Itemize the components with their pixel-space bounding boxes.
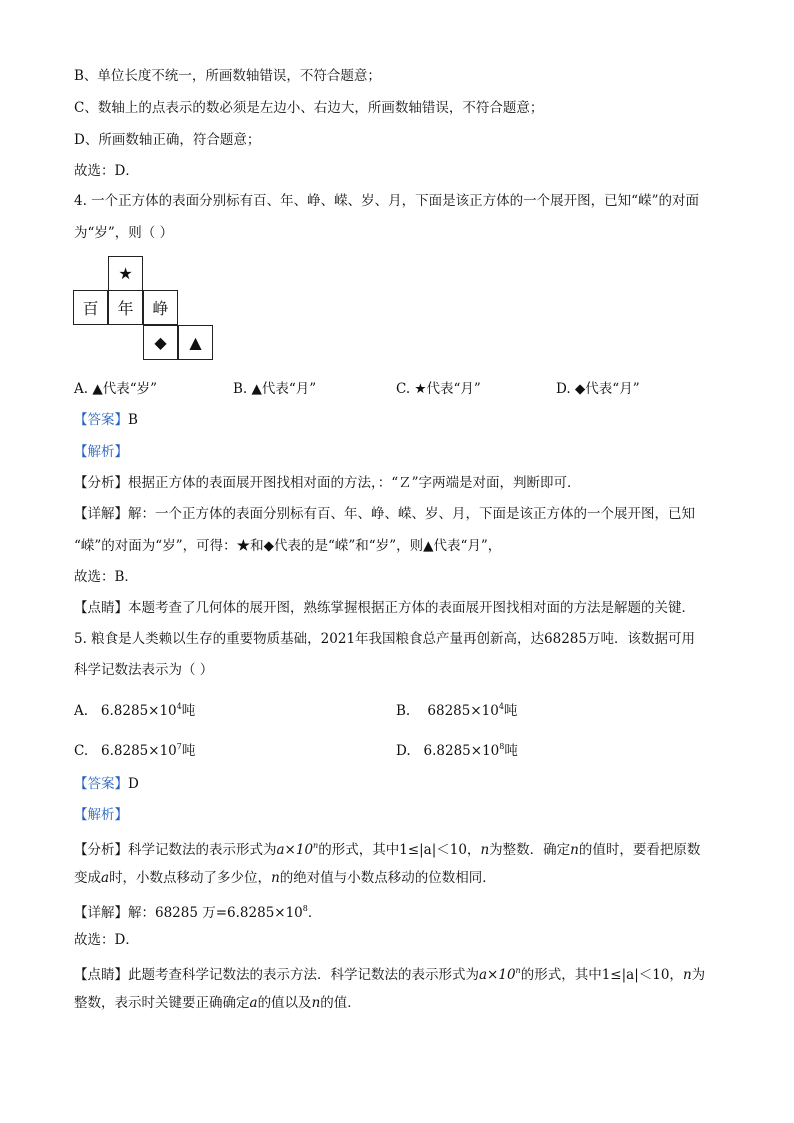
option-a: A. ▲代表“岁”: [74, 381, 158, 397]
option-c: C. ★代表“月”: [396, 381, 481, 397]
option-c: C. $6.8285\times 10^7$吨: [74, 742, 196, 759]
net-cell-triangle: ▲: [178, 325, 213, 360]
xiangjie-line-2: “嵘”的对面为“岁”，可得：★和◆代表的是“嵘”和“岁”，则▲代表“月”，: [74, 538, 502, 554]
question-stem: 4. 一个正方体的表面分别标有百、年、峥、嵘、岁、月，下面是该正方体的一个展开图，已知“嵘”的对面: [74, 193, 699, 209]
text-line: C、数轴上的点表示的数必须是左边小、右边大，所画数轴错误，不符合题意；: [74, 100, 544, 116]
net-cell-diamond: ◆: [143, 325, 178, 360]
fenxi-line: 【分析】科学记数法的表示形式为$a\times 10^n$的形式，其中1≤|a|＜10，n为整数．确定n的值时，要看把原数: [74, 841, 701, 858]
analysis-line: [74, 443, 128, 461]
answer-tag: 【答案】: [74, 776, 128, 792]
answer-value: D: [128, 776, 139, 792]
text-line: 故选：D．: [74, 163, 139, 179]
text-line: D、所画数轴正确，符合题意；: [74, 132, 261, 148]
option-d: D. ◆代表“月”: [556, 381, 640, 397]
xiangjie-tag: 【详解】: [74, 506, 128, 522]
xiangjie-line: [74, 505, 695, 523]
fenxi-line: [74, 474, 581, 492]
answer-value: B: [128, 412, 138, 428]
option-a: A. $6.8285\times 10^4$吨: [74, 702, 196, 719]
dianjing-line: 【点睛】此题考查科学记数法的表示方法．科学记数法的表示形式为$a\times 10^n$的形式，其中1≤|a|＜10，n为: [74, 966, 706, 983]
analysis-line: [74, 806, 128, 824]
answer-line: [74, 411, 138, 429]
net-cell-nian: 年: [108, 290, 143, 325]
option-b: B. $68285\times 10^4$吨: [396, 702, 518, 719]
xiangjie-text: 解：一个正方体的表面分别标有百、年、峥、嵘、岁、月，下面是该正方体的一个展开图，已知: [128, 506, 695, 522]
analysis-tag: 【解析】: [74, 807, 128, 823]
option-d: D. $6.8285\times 10^8$吨: [396, 742, 518, 759]
xiangjie-line: 【详解】解：68285 万$=6.8285\times 10^8$．: [74, 904, 322, 921]
fenxi-tag: 【分析】: [74, 475, 128, 491]
dianjing-line-2: 整数，表示时关键要正确确定a的值以及n的值．: [74, 995, 361, 1011]
question-stem: 科学记数法表示为（ ）: [74, 662, 214, 678]
dianjing-line: [74, 599, 695, 617]
dianjing-tag: 【点睛】: [74, 600, 128, 616]
question-stem: 为“岁”，则（ ）: [74, 225, 174, 241]
analysis-tag: 【解析】: [74, 444, 128, 460]
answer-line: [74, 775, 139, 793]
question-stem: 5. 粮食是人类赖以生存的重要物质基础，2021年我国粮食总产量再创新高，达68285万吨．该数据可用: [74, 631, 695, 647]
net-cell-star: ★: [108, 256, 143, 291]
text-line: B、单位长度不统一，所画数轴错误，不符合题意；: [74, 68, 381, 84]
answer-tag: 【答案】: [74, 412, 128, 428]
fenxi-line-2: 变成a时，小数点移动了多少位，n的绝对值与小数点移动的位数相同．: [74, 870, 496, 886]
choose-line: 故选：D．: [74, 932, 139, 948]
net-cell-zheng: 峥: [143, 290, 178, 325]
dianjing-text: 本题考查了几何体的展开图，熟练掌握根据正方体的表面展开图找相对面的方法是解题的关键．: [128, 600, 695, 616]
option-b: B. ▲代表“月”: [233, 381, 317, 397]
choose-line: 故选：B．: [74, 569, 138, 585]
fenxi-text: 根据正方体的表面展开图找相对面的方法，：“Ｚ”字两端是对面，判断即可．: [128, 475, 581, 491]
net-cell-bai: 百: [73, 290, 108, 325]
